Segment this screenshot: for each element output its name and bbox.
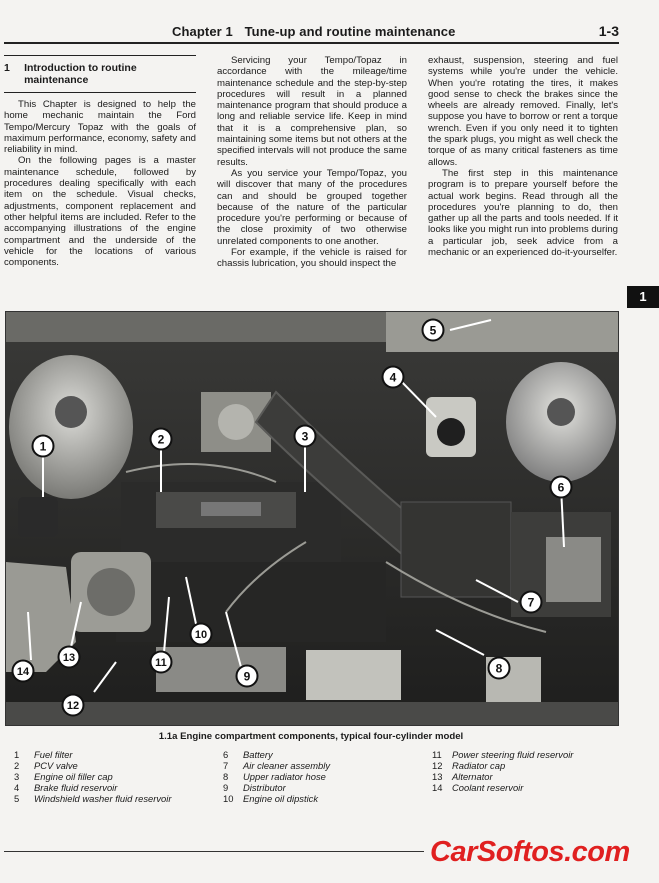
legend-item: 4 Brake fluid reservoir <box>14 782 118 793</box>
legend-item: 7 Air cleaner assembly <box>223 760 331 771</box>
legend-item: 11 Power steering fluid reservoir <box>432 749 574 760</box>
callout-3 <box>295 426 316 447</box>
callout-label: 1 <box>39 439 47 454</box>
text-column-2 <box>217 55 407 270</box>
legend-item: 8 Upper radiator hose <box>223 771 326 782</box>
callout-7 <box>521 592 542 613</box>
legend-item: 14 Coolant reservoir <box>432 782 524 793</box>
page-number: 1-3 <box>598 23 619 39</box>
callout-14 <box>13 661 34 682</box>
legend-column-3 <box>432 749 573 793</box>
footer-rule <box>4 851 424 852</box>
chapter-number: Chapter 1 <box>172 24 233 39</box>
section-rule <box>4 55 196 56</box>
callout-label: 14 <box>16 666 30 678</box>
legend-item: 5 Windshield washer fluid reservoir <box>14 793 172 804</box>
legend-item: 10 Engine oil dipstick <box>223 793 319 804</box>
header-rule <box>4 42 619 44</box>
callout-label: 12 <box>66 700 80 712</box>
callout-4 <box>383 367 404 388</box>
legend-item: 13 Alternator <box>432 771 493 782</box>
legend-item: 6 Battery <box>223 749 273 760</box>
callout-label: 3 <box>301 429 309 444</box>
figure-caption: 1.1a Engine compartment components, typical four-cylinder model <box>158 731 464 742</box>
legend-column-2 <box>223 749 330 804</box>
callout-label: 2 <box>157 432 165 447</box>
callout-label: 5 <box>429 323 437 338</box>
callout-11 <box>151 652 172 673</box>
text-column-1 <box>4 55 196 268</box>
callout-12 <box>63 695 84 716</box>
text-column-3 <box>428 55 618 258</box>
section-number: 1 <box>4 62 10 74</box>
paragraph: Servicing your Tempo/Topaz in accordance with the mileage/time maintenance schedule and the step-by-step procedures will result in a planned maintenance program that should produce a long and reliable service life. Keep in mind that it is a comprehensive plan, so maintaining some items but not others at the specified intervals will not produce the same results. <box>217 55 407 168</box>
callout-label: 13 <box>62 652 76 664</box>
paragraph: On the following pages is a master maintenance schedule, followed by procedures dealing specifically with each item on the schedule. Visual checks, adjustments, component replacement and other helpful items are included. Refer to the accompanying illustrations of the engine compartment and the underside of the vehicle for the locations of various components. <box>4 155 196 269</box>
legend-item: 2 PCV valve <box>14 760 78 771</box>
paragraph: exhaust, suspension, steering and fuel systems while you're under the vehicle. When you're rotating the tires, it makes good sense to check the brakes since the wheels are already removed. Finally, let's suppose you have to borrow or rent a torque wrench. Even if you only need it to tighten the spark plugs, you might as well check the torque of as many critical fasteners as time allows. <box>428 55 618 168</box>
callout-2 <box>151 429 172 450</box>
callout-label: 9 <box>243 669 251 684</box>
legend-item: 12 Radiator cap <box>432 760 506 771</box>
callout-8 <box>489 658 510 679</box>
callout-label: 6 <box>557 480 565 495</box>
callout-9 <box>237 666 258 687</box>
callout-5 <box>423 320 444 341</box>
section-title: Introduction to routine maintenance <box>24 62 137 86</box>
chapter-tab: 1 <box>627 286 659 308</box>
callout-label: 8 <box>495 661 503 676</box>
paragraph: The first step in this maintenance program is to prepare yourself before the actual work begins. Read through all the procedures you're planning to do, then gather up all the parts and tools needed. If it looks like you might run into problems during a particular job, seek advice from a mechanic or an experienced do-it-yourselfer. <box>428 167 618 259</box>
callout-label: 4 <box>389 370 397 385</box>
legend-column-1 <box>14 749 171 804</box>
callout-label: 11 <box>155 657 167 669</box>
section-heading <box>4 62 196 93</box>
chapter-header <box>172 24 455 39</box>
callout-label: 10 <box>194 629 208 641</box>
paragraph: As you service your Tempo/Topaz, you will discover that many of the procedures can and should be grouped together because of the nature of the particular procedure you're performing or because of the close proximity of two otherwise unrelated components to one another. <box>217 167 407 247</box>
callout-1 <box>33 436 54 457</box>
engine-compartment-photo <box>5 311 619 726</box>
callout-label: 7 <box>527 595 535 610</box>
legend-item: 9 Distributor <box>223 782 286 793</box>
paragraph: For example, if the vehicle is raised for chassis lubrication, you should inspect the <box>217 247 407 270</box>
callout-6 <box>551 477 572 498</box>
legend-item: 1 Fuel filter <box>14 749 73 760</box>
chapter-title: Tune-up and routine maintenance <box>244 24 456 39</box>
paragraph: This Chapter is designed to help the home mechanic maintain the Ford Tempo/Mercury Topaz with the goals of maximum performance, economy, safety and reliability in mind. <box>4 99 196 156</box>
callout-10 <box>191 624 212 645</box>
legend-item: 3 Engine oil filler cap <box>14 771 113 782</box>
callout-13 <box>59 647 80 668</box>
watermark-logo: CarSoftos.com <box>430 836 630 868</box>
